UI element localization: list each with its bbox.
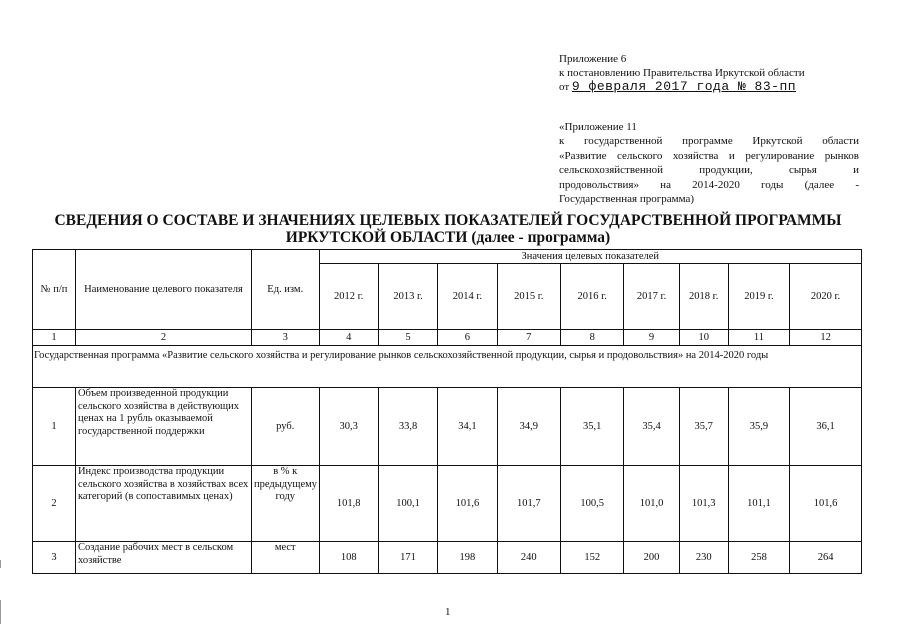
header-indicator-name: Наименование целевого показателя — [75, 250, 251, 330]
program-title: Государственная программа «Развитие сельского хозяйства и регулирование рынков сельскохозяйственной продукции, сырья и продовольствия» на 2014-2020 годы — [33, 346, 862, 388]
column-number: 2 — [75, 330, 251, 346]
row-unit: в % к предыдущему году — [251, 466, 319, 542]
row-value: 171 — [378, 542, 437, 574]
header-year: 2016 г. — [560, 264, 623, 330]
row-value: 230 — [679, 542, 728, 574]
annex-line: к государственной программе Иркутской области — [559, 135, 859, 148]
row-unit: мест — [251, 542, 319, 574]
column-number: 6 — [438, 330, 497, 346]
row-value: 101,6 — [438, 466, 497, 542]
column-number: 5 — [378, 330, 437, 346]
table-header-row — [33, 250, 862, 264]
row-value: 101,8 — [319, 466, 378, 542]
column-number: 1 — [33, 330, 76, 346]
annex-line: «Приложение 11 — [559, 121, 637, 133]
row-number: 3 — [33, 542, 76, 574]
page-number: 1 — [445, 606, 451, 618]
row-value: 101,6 — [790, 466, 862, 542]
document-title: СВЕДЕНИЯ О СОСТАВЕ И ЗНАЧЕНИЯХ ЦЕЛЕВЫХ ПОКАЗАТЕЛЕЙ ГОСУДАРСТВЕННОЙ ПРОГРАММЫ ИРКУТСКОЙ ОБЛАСТИ (далее - программа) — [54, 212, 842, 246]
row-number: 2 — [33, 466, 76, 542]
header-values: Значения целевых показателей — [319, 250, 861, 264]
table-row — [33, 542, 862, 574]
header-year: 2019 г. — [728, 264, 789, 330]
row-value: 35,4 — [624, 388, 679, 466]
column-number: 10 — [679, 330, 728, 346]
scan-artifact — [0, 600, 1, 624]
row-value: 101,3 — [679, 466, 728, 542]
column-number: 11 — [728, 330, 789, 346]
approval-line-2: к постановлению Правительства Иркутской области — [559, 67, 805, 79]
row-value: 152 — [560, 542, 623, 574]
approval-header — [559, 52, 859, 94]
row-value: 100,5 — [560, 466, 623, 542]
row-value: 100,1 — [378, 466, 437, 542]
approval-date-prefix: от — [559, 81, 570, 93]
indicators-table — [32, 249, 862, 574]
row-value: 101,7 — [497, 466, 560, 542]
scan-artifact — [0, 560, 1, 568]
row-value: 240 — [497, 542, 560, 574]
annex-note — [559, 120, 859, 206]
column-number-row — [33, 330, 862, 346]
header-year: 2020 г. — [790, 264, 862, 330]
header-year: 2017 г. — [624, 264, 679, 330]
row-value: 101,1 — [728, 466, 789, 542]
approval-line-1: Приложение 6 — [559, 53, 627, 65]
row-value: 258 — [728, 542, 789, 574]
header-number: № п/п — [33, 250, 76, 330]
row-indicator-name: Объем произведенной продукции сельского хозяйства в действующих ценах на 1 рубль оказываемой государственной поддержки — [75, 388, 251, 466]
program-row — [33, 346, 862, 388]
row-value: 264 — [790, 542, 862, 574]
column-number: 12 — [790, 330, 862, 346]
row-number: 1 — [33, 388, 76, 466]
row-value: 108 — [319, 542, 378, 574]
header-unit: Ед. изм. — [251, 250, 319, 330]
row-value: 33,8 — [378, 388, 437, 466]
annex-line: продовольствия» на 2014-2020 годы (далее - — [559, 178, 859, 191]
table-row — [33, 388, 862, 466]
row-value: 200 — [624, 542, 679, 574]
row-value: 101,0 — [624, 466, 679, 542]
row-value: 34,9 — [497, 388, 560, 466]
annex-line: Государственная программа) — [559, 193, 695, 206]
row-value: 35,1 — [560, 388, 623, 466]
row-value: 198 — [438, 542, 497, 574]
column-number: 9 — [624, 330, 679, 346]
annex-line: сельскохозяйственной продукции, сырья и — [559, 164, 859, 177]
row-value: 35,7 — [679, 388, 728, 466]
row-indicator-name: Индекс производства продукции сельского хозяйства в хозяйствах всех категорий (в сопоставимых ценах) — [75, 466, 251, 542]
header-year: 2012 г. — [319, 264, 378, 330]
annex-line: «Развитие сельского хозяйства и регулирование рынков — [559, 149, 859, 162]
row-value: 30,3 — [319, 388, 378, 466]
header-year: 2013 г. — [378, 264, 437, 330]
approval-line-3 — [559, 80, 859, 94]
column-number: 8 — [560, 330, 623, 346]
row-value: 34,1 — [438, 388, 497, 466]
row-unit: руб. — [251, 388, 319, 466]
header-year: 2014 г. — [438, 264, 497, 330]
table-row — [33, 466, 862, 542]
row-value: 36,1 — [790, 388, 862, 466]
column-number: 7 — [497, 330, 560, 346]
header-year: 2015 г. — [497, 264, 560, 330]
approval-date-number: 9 февраля 2017 года № 83-пп — [571, 79, 797, 94]
column-number: 4 — [319, 330, 378, 346]
row-value: 35,9 — [728, 388, 789, 466]
column-number: 3 — [251, 330, 319, 346]
row-indicator-name: Создание рабочих мест в сельском хозяйстве — [75, 542, 251, 574]
header-year: 2018 г. — [679, 264, 728, 330]
